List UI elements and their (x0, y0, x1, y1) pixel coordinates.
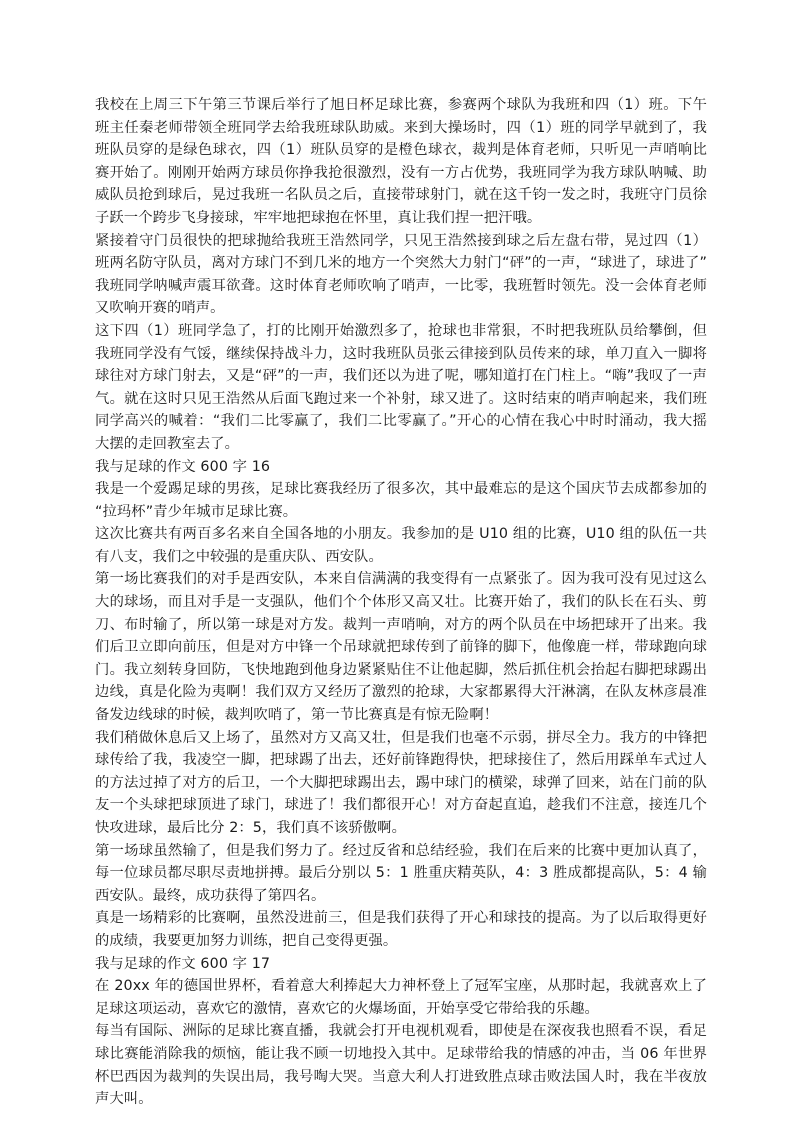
paragraph-second-goal: 这下四（1）班同学急了，打的比刚开始激烈多了，抢球也非常狠，不时把我班队员给攀倒，但我班同学没有气馁，继续保持战斗力，这时我班队员张云律接到队员传来的球，单刀直入一脚将球往对方球门射去，又是“砰”的一声，我们还以为进了呢，哪知道打在门柱上。“嗨”我叹了一声气。就在这时只见王浩然从后面飞跑过来一个补射，球又进了。这时结束的哨声响起来，我们班同学高兴的喊着：“我们二比零赢了，我们二比零赢了。”开心的心情在我心中时时涌动，我大摇大摆的走回教室去了。 (95, 322, 707, 452)
paragraph-teams: 这次比赛共有两百多名来自全国各地的小朋友。我参加的是 U10 组的比赛，U10 组的队伍一共有八支，我们之中较强的是重庆队、西安队。 (95, 526, 707, 565)
paragraph-first-match: 第一场比赛我们的对手是西安队，本来自信满满的我变得有一点紧张了。因为我可没有见过这么大的球场，而且对手是一支强队，他们个个体形又高又壮。比赛开始了，我们的队长在石头、剪刀、布时输了，所以第一球是对方发。裁判一声哨响，对方的两个队员在中场把球开了出来。我们后卫立即向前压，但是对方中锋一个吊球就把球传到了前锋的脚下，他像鹿一样，带球跑向球门。我立刻转身回防，飞快地跑到他身边紧紧贴住不让他起脚，然后抓住机会抬起右脚把球踢出边线，真是化险为夷啊！我们双方又经历了激烈的抢球，大家都累得大汗淋漓，在队友林彦晨准备发边线球的时候，裁判吹哨了，第一节比赛真是有惊无险啊！ (95, 571, 707, 724)
document-page (95, 94, 707, 1111)
paragraph-intro-16: 我是一个爱踢足球的男孩，足球比赛我经历了很多次，其中最难忘的是这个国庆节去成都参加的“拉玛杯”青少年城市足球比赛。 (95, 481, 707, 520)
paragraph-second-half: 我们稍做休息后又上场了，虽然对方又高又壮，但是我们也毫不示弱，拼尽全力。我方的中锋把球传给了我，我凌空一脚，把球踢了出去，还好前锋跑得快，把球接住了，然后用踩单车式过人的方法过掉了对方的后卫，一个大脚把球踢出去，踢中球门的横梁，球弹了回来，站在门前的队友一个头球把球顶进了球门，球进了！我们都很开心！对方奋起直追，趁我们不注意，接连几个快攻进球，最后比分 2：5，我们真不该骄傲啊。 (95, 729, 707, 836)
paragraph-conclusion-16: 真是一场精彩的比赛啊，虽然没进前三，但是我们获得了开心和球技的提高。为了以后取得更好的成绩，我要更加努力训练，把自己变得更强。 (95, 910, 707, 949)
essay-heading-17: 我与足球的作文 600 字 17 (95, 955, 271, 972)
paragraph-results: 第一场球虽然输了，但是我们努力了。经过反省和总结经验，我们在后来的比赛中更加认真了，每一位球员都尽职尽责地拼搏。最后分别以 5：1 胜重庆精英队，4：3 胜成都提高队，5：4 输西安队。最终，成功获得了第四名。 (95, 842, 707, 904)
paragraph-intro-17: 在 20xx 年的德国世界杯，看着意大利捧起大力神杯登上了冠军宝座，从那时起，我就喜欢上了足球这项运动，喜欢它的激情，喜欢它的火爆场面，开始享受它带给我的乐趣。 (95, 978, 707, 1017)
paragraph-watching: 每当有国际、洲际的足球比赛直播，我就会打开电视机观看，即使是在深夜我也照看不误，看足球比赛能消除我的烦恼，能让我不顾一切地投入其中。足球带给我的情感的冲击，当 06 年世界杯巴西因为裁判的失误出局，我号啕大哭。当意大利人打进致胜点球击败法国人时，我在半夜放声大叫。 (95, 1023, 707, 1108)
essay-heading-16: 我与足球的作文 600 字 16 (95, 458, 271, 475)
paragraph-match-start: 我校在上周三下午第三节课后举行了旭日杯足球比赛，参赛两个球队为我班和四（1）班。下午班主任秦老师带领全班同学去给我班球队助威。来到大操场时，四（1）班的同学早就到了，我班队员穿的是绿色球衣，四（1）班队员穿的是橙色球衣，裁判是体育老师，只听见一声哨响比赛开始了。刚刚开始两方球员你挣我抢很激烈，没有一方占优势，我班同学为我方球队呐喊、助威队员抢到球后，晃过我班一名队员之后，直接带球射门，就在这千钧一发之时，我班守门员徐子跃一个跨步飞身接球，牢牢地把球抱在怀里，真让我们捏一把汗哦。 (95, 97, 707, 226)
paragraph-first-goal: 紧接着守门员很快的把球抛给我班王浩然同学，只见王浩然接到球之后左盘右带，晃过四（1）班两名防守队员，离对方球门不到几米的地方一个突然大力射门“砰”的一声，“球进了，球进了”我班同学呐喊声震耳欲聋。这时体育老师吹响了哨声，一比零，我班暂时领先。没一会体育老师又吹响开赛的哨声。 (95, 232, 707, 317)
